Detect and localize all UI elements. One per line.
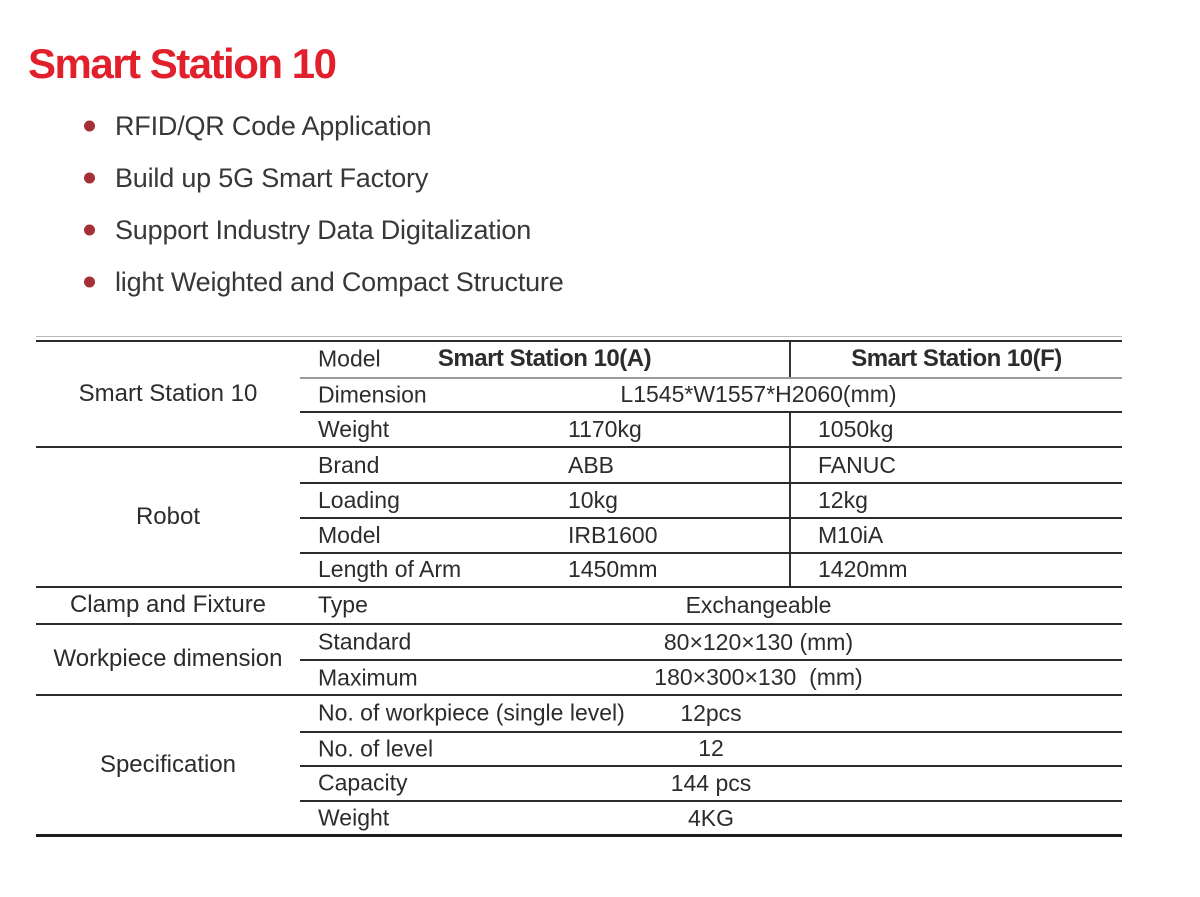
- group-label: Clamp and Fixture: [69, 591, 267, 619]
- table-row-maximum: [300, 659, 1122, 694]
- table-group-smart-station: [36, 342, 1122, 448]
- group-label: Robot: [135, 502, 201, 530]
- row-label: Maximum: [318, 664, 418, 691]
- table-row-type: [300, 588, 1122, 623]
- value-a: IRB1600: [568, 521, 658, 548]
- row-value: 4KG: [687, 804, 735, 831]
- row-value: 12pcs: [680, 699, 742, 726]
- row-label: Weight: [318, 415, 390, 442]
- feature-text: light Weighted and Compact Structure: [115, 266, 564, 297]
- value-f: 1050kg: [789, 413, 1122, 446]
- feature-text: RFID/QR Code Application: [115, 110, 432, 141]
- row-value: Exchangeable: [685, 591, 832, 618]
- value-f: 1420mm: [789, 554, 1122, 587]
- table-row-standard: [300, 625, 1122, 660]
- table-row-station-weight: [300, 411, 1122, 446]
- table-row-spec-weight: [300, 800, 1122, 835]
- value-f: M10iA: [789, 519, 1122, 552]
- feature-item: [80, 204, 564, 256]
- table-group-workpiece: [36, 625, 1122, 696]
- column-f-header: Smart Station 10(F): [851, 345, 1062, 373]
- row-label: Standard: [318, 628, 412, 655]
- feature-list: [80, 100, 564, 308]
- row-label: No. of workpiece (single level): [318, 699, 625, 726]
- row-value: 80×120×130 (mm): [663, 628, 854, 655]
- value-a: 1450mm: [568, 556, 658, 583]
- feature-item: [80, 100, 564, 152]
- table-row-level-count: [300, 731, 1122, 766]
- table-row-robot-model: [300, 517, 1122, 552]
- feature-text: Build up 5G Smart Factory: [115, 162, 429, 193]
- row-label: Model: [318, 521, 381, 548]
- table-row-capacity: [300, 765, 1122, 800]
- row-label: Length of Arm: [318, 556, 462, 583]
- feature-item: [80, 256, 564, 308]
- row-label: Weight: [318, 804, 390, 831]
- row-value: 12: [698, 735, 724, 762]
- table-row-dimension: [300, 377, 1122, 412]
- row-label: Capacity: [318, 769, 408, 796]
- value-f: 12kg: [789, 484, 1122, 517]
- row-value: 180×300×130 (mm): [654, 664, 863, 691]
- group-label: Specification: [99, 751, 237, 779]
- row-label: Type: [318, 591, 368, 618]
- table-group-robot: [36, 448, 1122, 588]
- row-label: Dimension: [318, 381, 427, 408]
- table-row-model-header: [300, 342, 1122, 377]
- spec-table: [36, 340, 1122, 837]
- row-label: No. of level: [318, 735, 434, 762]
- bullet-icon: [84, 225, 95, 236]
- row-label: Brand: [318, 451, 380, 478]
- value-a: 1170kg: [568, 415, 642, 442]
- page-title: Smart Station 10: [28, 40, 336, 87]
- value-f: FANUC: [789, 448, 1122, 483]
- value-a: ABB: [568, 451, 615, 478]
- value-a: 10kg: [568, 487, 618, 514]
- table-group-specification: [36, 696, 1122, 837]
- row-label: Loading: [318, 487, 400, 514]
- bullet-icon: [84, 121, 95, 132]
- table-row-arm-length: [300, 552, 1122, 587]
- group-label: Smart Station 10: [78, 379, 258, 407]
- row-label: Model: [318, 345, 381, 372]
- bullet-icon: [84, 277, 95, 288]
- table-group-clamp: [36, 588, 1122, 625]
- table-row-workpiece-count: [300, 696, 1122, 731]
- row-value: L1545*W1557*H2060(mm): [620, 381, 897, 408]
- table-row-brand: [300, 448, 1122, 483]
- feature-item: [80, 152, 564, 204]
- column-a-header: Smart Station 10(A): [437, 345, 652, 373]
- bullet-icon: [84, 173, 95, 184]
- group-label: Workpiece dimension: [53, 645, 283, 673]
- row-value: 144 pcs: [670, 769, 752, 796]
- feature-text: Support Industry Data Digitalization: [115, 214, 532, 245]
- table-row-loading: [300, 482, 1122, 517]
